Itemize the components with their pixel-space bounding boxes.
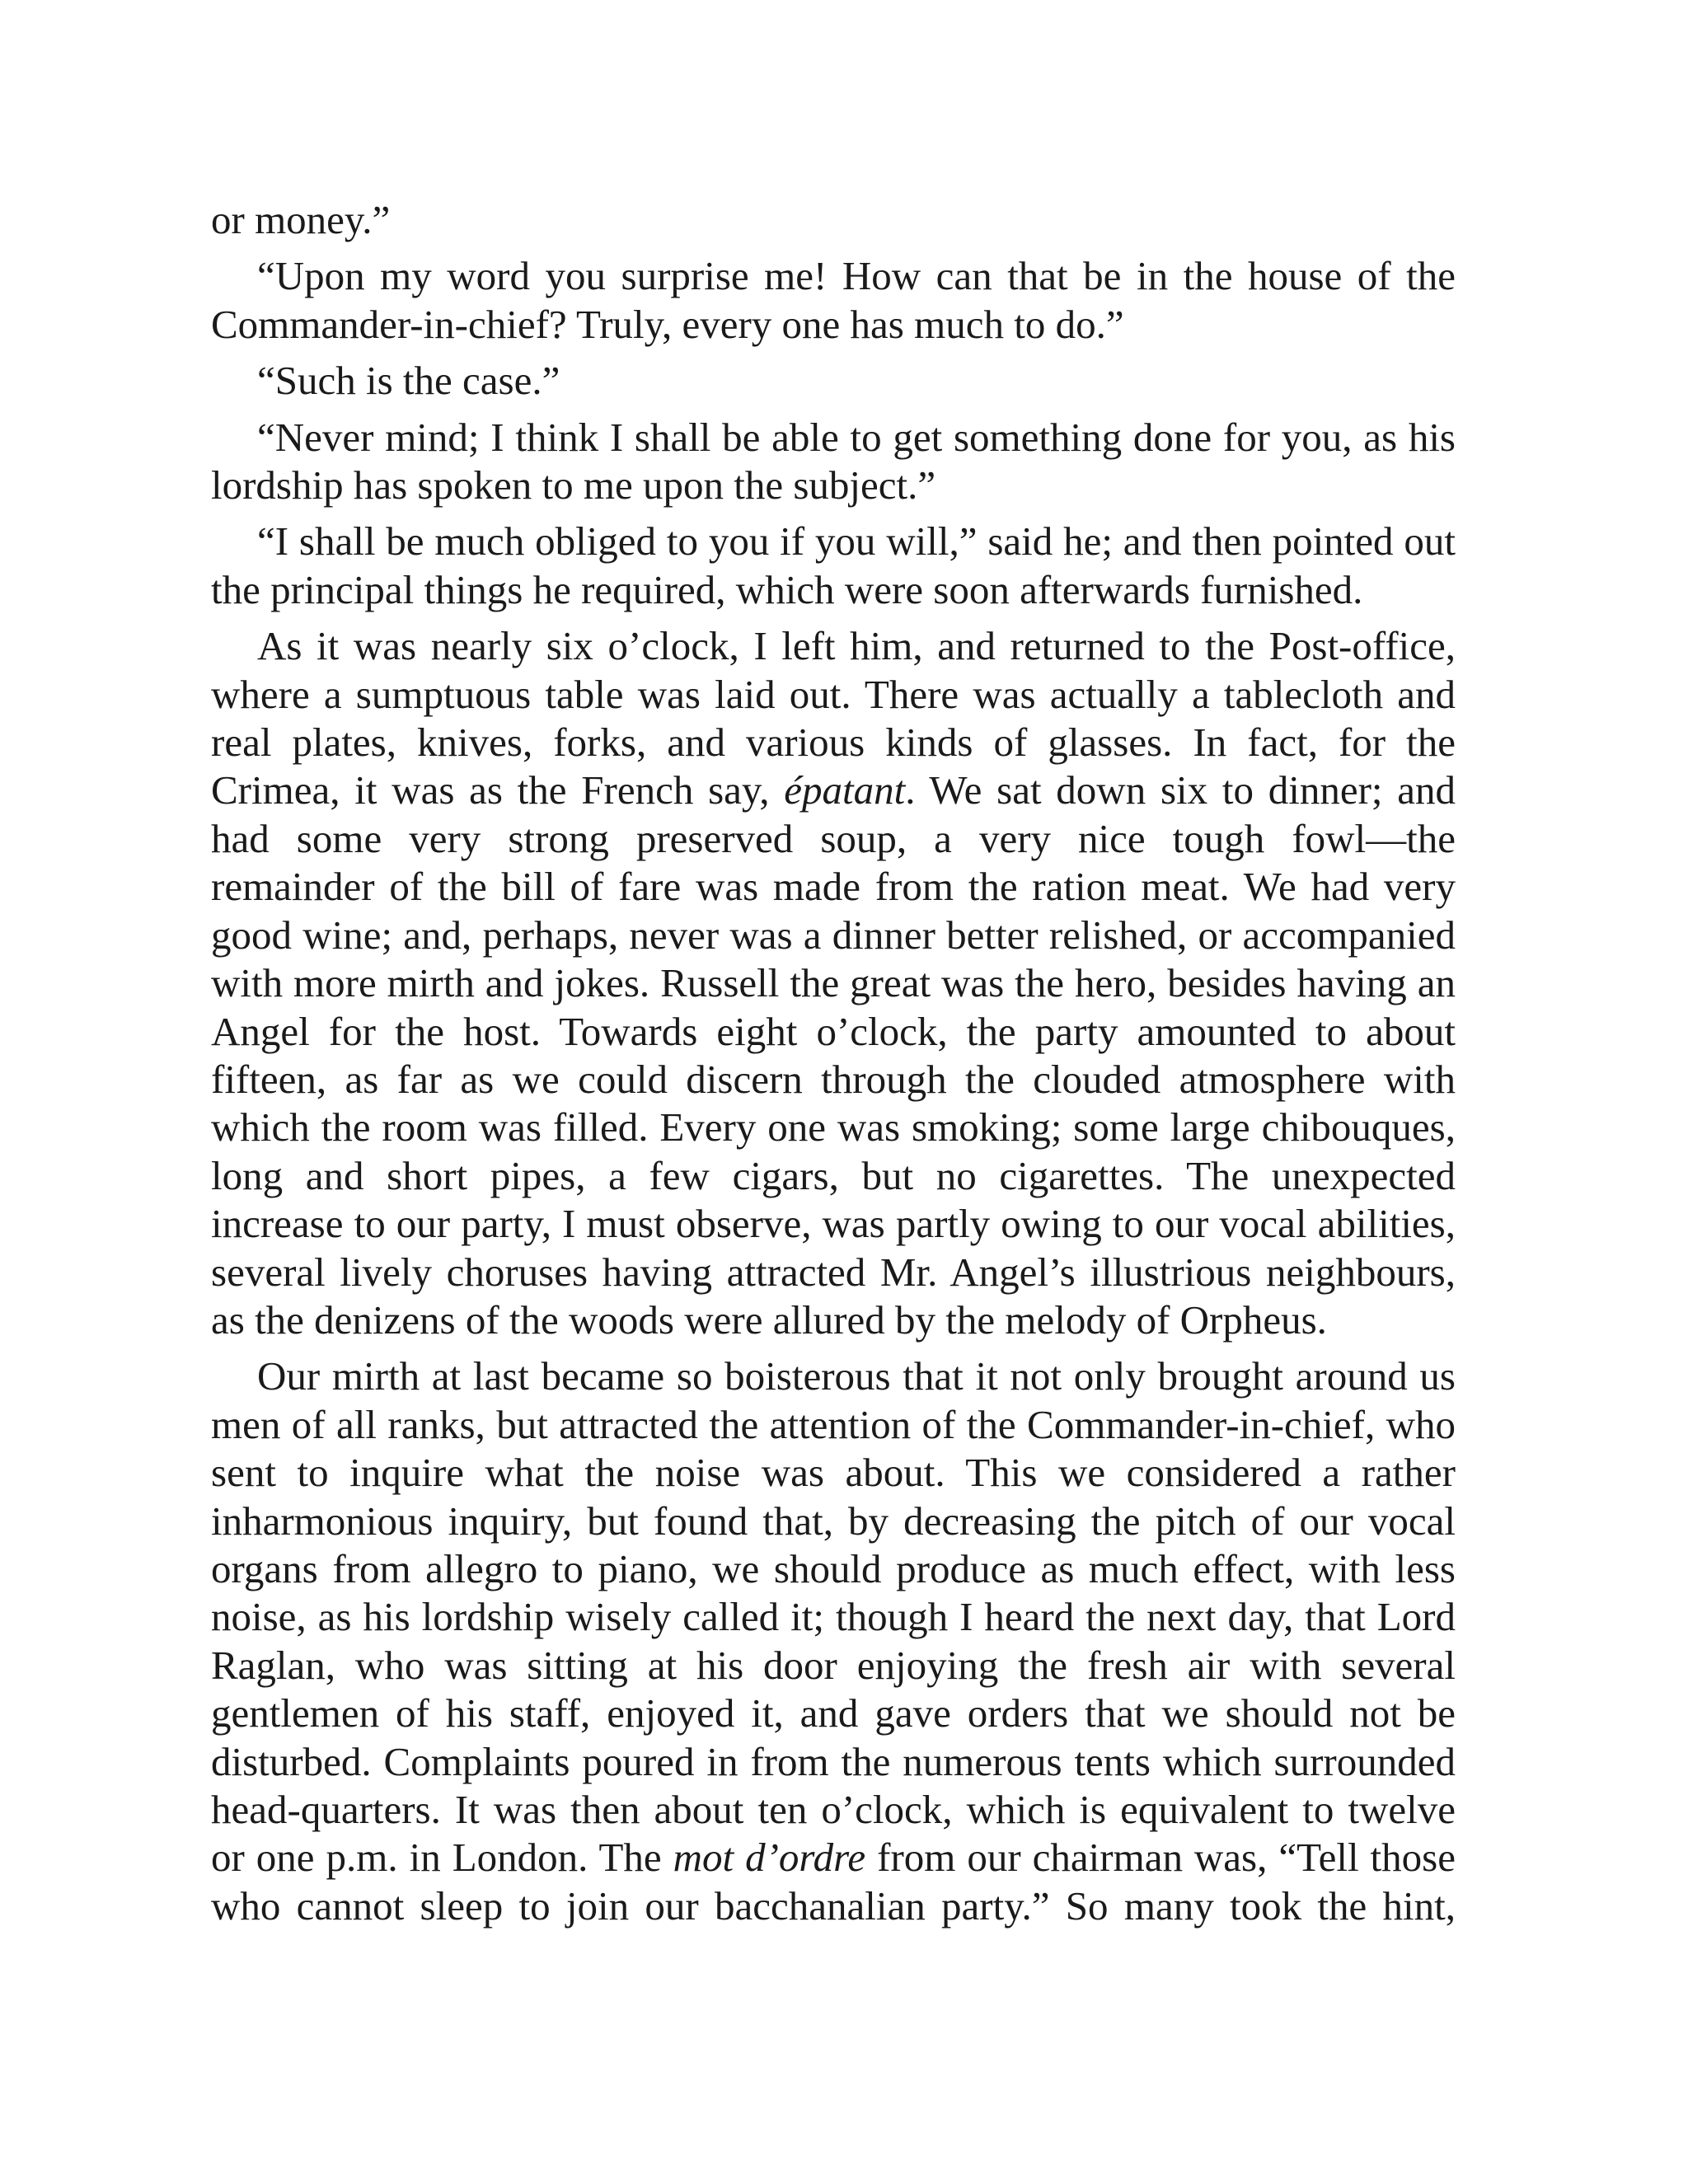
paragraph-4 xyxy=(211,414,1456,510)
paragraph-6 xyxy=(211,622,1456,1344)
paragraph-1 xyxy=(211,196,1456,244)
paragraph-text: “I shall be much obliged to you if you will,” said he; and then pointed out the principal things he required, which were soon afterwards furnished. xyxy=(211,518,1456,612)
paragraph-text: or money.” xyxy=(211,197,391,242)
italic-phrase: épatant xyxy=(784,767,906,813)
paragraph-text: . We sat down six to dinner; and had some very strong preserved soup, a very nice tough fowl—the remainder of the bill of fare was made from the ration meat. We had very good wine; and, perhaps, never was a dinner better relished, or accompanied with more mirth and jokes. Russell the great was the hero, besides having an Angel for the host. Towards eight o’clock, the party amounted to about fifteen, as far as we could discern through the clouded atmosphere with which the room was filled. Every one was smoking; some large chibouques, long and short pipes, a few cigars, but no cigarettes. The unexpected increase to our party, I must observe, was partly owing to our vocal abilities, several lively choruses having attracted Mr. Angel’s illustrious neighbours, as the denizens of the woods were allured by the melody of Orpheus. xyxy=(211,767,1456,1343)
paragraph-text: “Such is the case.” xyxy=(257,358,560,404)
paragraph-text: As it was nearly six o’clock, I left him, and returned to the Post-office, where a sumptuous table was laid out. There was actually a tablecloth and real plates, knives, forks, and various kinds of glasses. In fact, for the Crimea, it was as the French say, xyxy=(211,623,1456,813)
paragraph-5 xyxy=(211,518,1456,614)
paragraph-2 xyxy=(211,252,1456,349)
paragraph-text: “Upon my word you surprise me! How can that be in the house of the Commander-in-chief? Truly, every one has much to do.” xyxy=(211,253,1456,347)
paragraph-3 xyxy=(211,357,1456,405)
paragraph-text: Our mirth at last became so boisterous that it not only brought around us men of all ranks, but attracted the attention of the Commander-in-chief, who sent to inquire what the noise was about. This we considered a rather inharmonious inquiry, but found that, by decreasing the pitch of our vocal organs from allegro to piano, we should produce as much effect, with less noise, as his lordship wisely called it; though I heard the next day, that Lord Raglan, who was sitting at his door enjoying the fresh air with several gentlemen of his staff, enjoyed it, and gave orders that we should not be disturbed. Complaints poured in from the numerous tents which surrounded head-quarters. It was then about ten o’clock, which is equivalent to twelve or one p.m. in London. The xyxy=(211,1353,1456,1881)
italic-phrase: mot d’ordre xyxy=(673,1835,866,1881)
paragraph-7 xyxy=(211,1352,1456,1930)
paragraph-text: from our chairman was, “Tell those who cannot sleep to join our bacchanalian party.” So many took the hint, xyxy=(211,1835,1456,1929)
page-body xyxy=(211,196,1456,1930)
paragraph-text: “Never mind; I think I shall be able to get something done for you, as his lordship has spoken to me upon the subject.” xyxy=(211,414,1456,509)
